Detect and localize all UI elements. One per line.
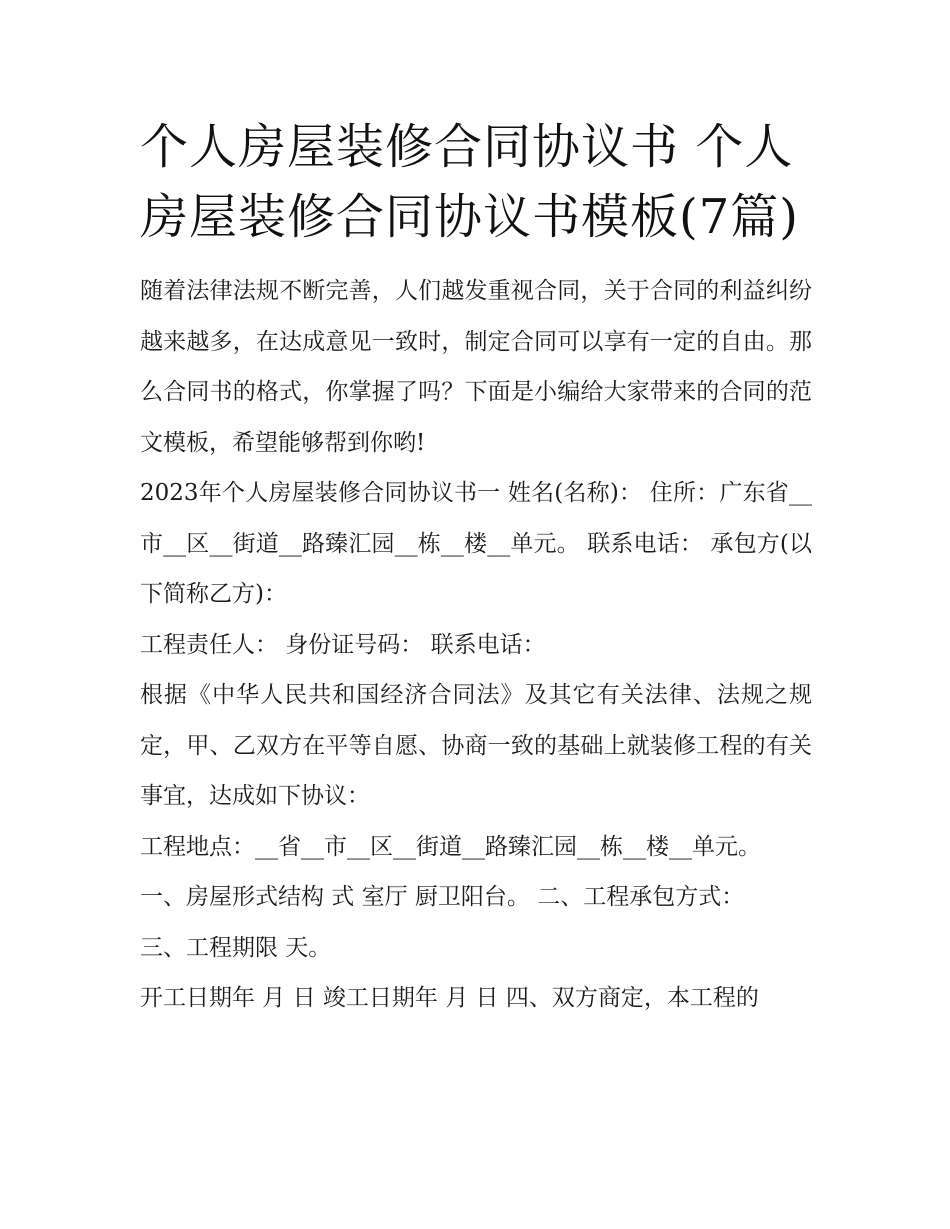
house-structure-paragraph: 一、房屋形式结构 式 室厅 厨卫阳台。 二、工程承包方式： bbox=[140, 884, 745, 910]
document-title: 个人房屋装修合同协议书 个人房屋装修合同协议书模板(7篇) bbox=[140, 119, 799, 245]
document-page bbox=[140, 112, 812, 1024]
legal-basis-paragraph: 根据《中华人民共和国经济合同法》及其它有关法律、法规之规定，甲、乙双方在平等自愿、协商一致的基础上就装修工程的有关事宜，达成如下协议： bbox=[140, 682, 812, 809]
intro-paragraph: 随着法律法规不断完善，人们越发重视合同，关于合同的利益纠纷越来越多，在达成意见一致时，制定合同可以享有一定的自由。那么合同书的格式，你掌握了吗？下面是小编给大家带来的合同的范文模板，希望能够帮到你哟! bbox=[140, 278, 812, 456]
project-location-paragraph: 工程地点：__省__市__区__街道__路臻汇园__栋__楼__单元。 bbox=[140, 833, 761, 860]
responsible-person-paragraph: 工程责任人： 身份证号码： 联系电话： bbox=[140, 631, 546, 658]
project-duration-paragraph: 三、工程期限 天。 bbox=[140, 934, 332, 961]
party-info-paragraph: 2023年个人房屋装修合同协议书一 姓名(名称)： 住所：广东省__市__区__街道__路臻汇园__栋__楼__单元。 联系电话： 承包方(以下简称乙方)： bbox=[140, 480, 812, 607]
dates-paragraph: 开工日期年 月 日 竣工日期年 月 日 四、双方商定，本工程的 bbox=[140, 985, 759, 1011]
